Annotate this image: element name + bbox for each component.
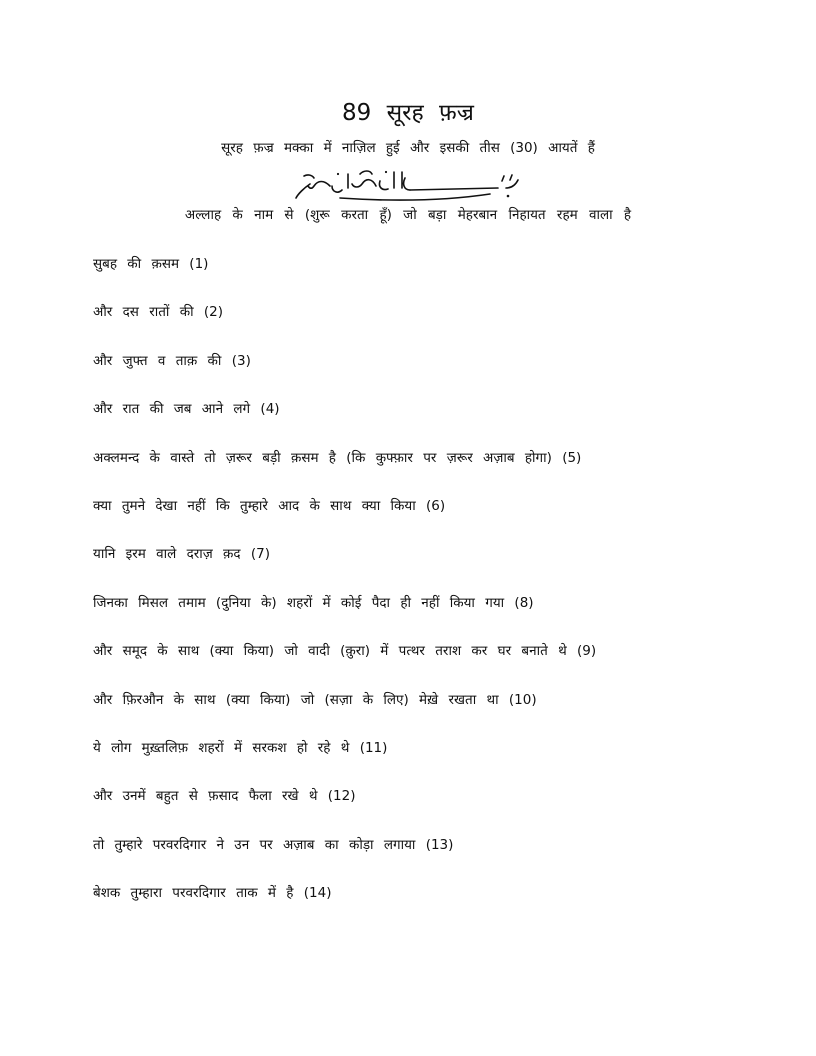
surah-title: 89 सूरह फ़ज्र <box>342 100 474 126</box>
verse-4: और रात की जब आने लगे (4) <box>93 401 280 418</box>
verse-6: क्या तुमने देखा नहीं कि तुम्हारे आद के साथ क्या किया (6) <box>93 497 446 514</box>
verse-10: और फ़िरऔन के साथ (क्या किया) जो (सज़ा के लिए) मेख़े रखता था (10) <box>93 691 537 708</box>
verse-13: तो तुम्हारे परवरदिगार ने उन पर अज़ाब का कोड़ा लगाया (13) <box>93 836 454 853</box>
verse-list <box>93 254 773 931</box>
verse-2: और दस रातों की (2) <box>93 304 223 321</box>
verse-12: और उनमें बहुत से फ़साद फैला रखे थे (12) <box>93 788 356 805</box>
verse-8: जिनका मिसल तमाम (दुनिया के) शहरों में कोई पैदा ही नहीं किया गया (8) <box>93 594 534 611</box>
verse-5: अक्लमन्द के वास्ते तो ज़रूर बड़ी क़सम है (कि कुफ्फ़ार पर ज़रूर अज़ाब होगा) (5) <box>93 449 582 466</box>
verse-14: बेशक तुम्हारा परवरदिगार ताक में है (14) <box>93 885 332 902</box>
verse-1: सुबह की क़सम (1) <box>93 256 209 272</box>
verse-11: ये लोग मुख़्तलिफ़ शहरों में सरकश हो रहे थे (11) <box>93 739 388 756</box>
bismillah-calligraphy-icon <box>290 166 526 202</box>
verse-7: यानि इरम वाले दराज़ क़द (7) <box>93 546 271 563</box>
surah-subtitle: सूरह फ़ज्र मक्का में नाज़िल हुई और इसकी तीस (30) आयतें हैं <box>221 140 595 156</box>
verse-3: और जुफ्त व ताक़ की (3) <box>93 352 251 369</box>
invocation-line: अल्लाह के नाम से (शुरू करता हूँ) जो बड़ा मेहरबान निहायत रहम वाला है <box>184 207 632 223</box>
verse-9: और समूद के साथ (क्या किया) जो वादी (क़ुरा) में पत्थर तराश कर घर बनाते थे (9) <box>93 643 597 660</box>
